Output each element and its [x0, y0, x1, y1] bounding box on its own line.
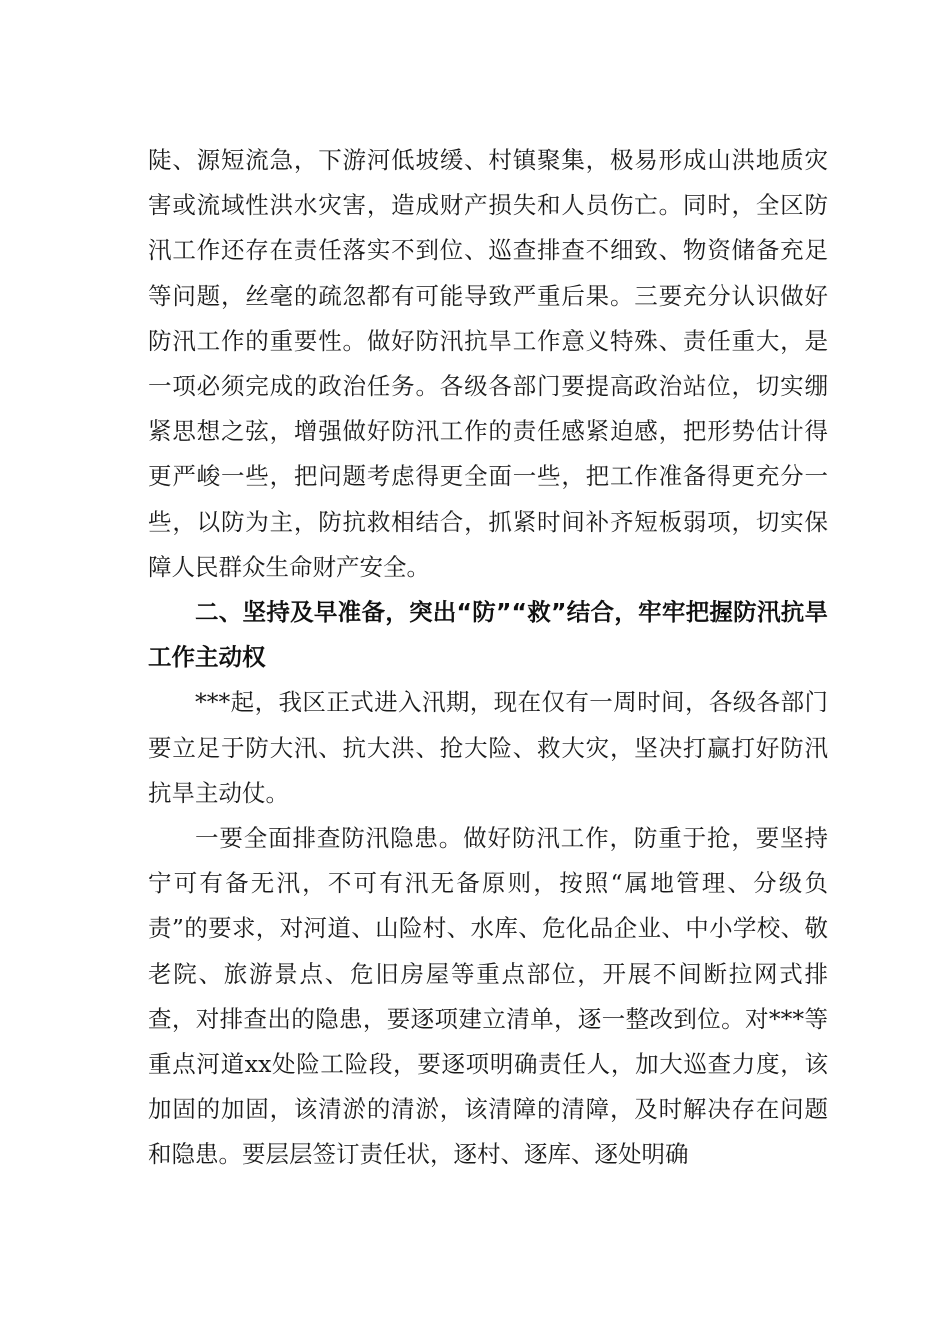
section-heading-2: 二、坚持及早准备，突出“防”“救”结合，牢牢把握防汛抗旱工作主动权 — [148, 598, 828, 672]
body-paragraph-3: 一要全面排查防汛隐患。做好防汛工作，防重于抢，要坚持宁可有备无汛，不可有汛无备原则，按照“属地管理、分级负责”的要求，对河道、山险村、水库、危化品企业、中小学校、敬老院、旅游景点、危旧房屋等重点部位，开展不间断拉网式排查，对排查出的隐患，要逐项建立清单，逐一整改到位。对***等重点河道xx处险工险段，要逐项明确责任人，加大巡查力度，该加固的加固，该清淤的清淤，该清障的清障，及时解决存在问题和隐患。要层层签订责任状，逐村、逐库、逐处明确 — [148, 824, 828, 1169]
body-paragraph-2: ***起，我区正式进入汛期，现在仅有一周时间，各级各部门要立足于防大汛、抗大洪、抢大险、救大灾，坚决打赢打好防汛抗旱主动仗。 — [148, 688, 828, 807]
document-body — [148, 138, 828, 1178]
body-paragraph-1: 陡、源短流急，下游河低坡缓、村镇聚集，极易形成山洪地质灾害或流域性洪水灾害，造成财产损失和人员伤亡。同时，全区防汛工作还存在责任落实不到位、巡查排查不细致、物资储备充足等问题，丝毫的疏忽都有可能导致严重后果。三要充分认识做好防汛工作的重要性。做好防汛抗旱工作意义特殊、责任重大，是一项必须完成的政治任务。各级各部门要提高政治站位，切实绷紧思想之弦，增强做好防汛工作的责任感紧迫感，把形势估计得更严峻一些，把问题考虑得更全面一些，把工作准备得更充分一些，以防为主，防抗救相结合，抓紧时间补齐短板弱项，切实保障人民群众生命财产安全。 — [148, 146, 828, 581]
